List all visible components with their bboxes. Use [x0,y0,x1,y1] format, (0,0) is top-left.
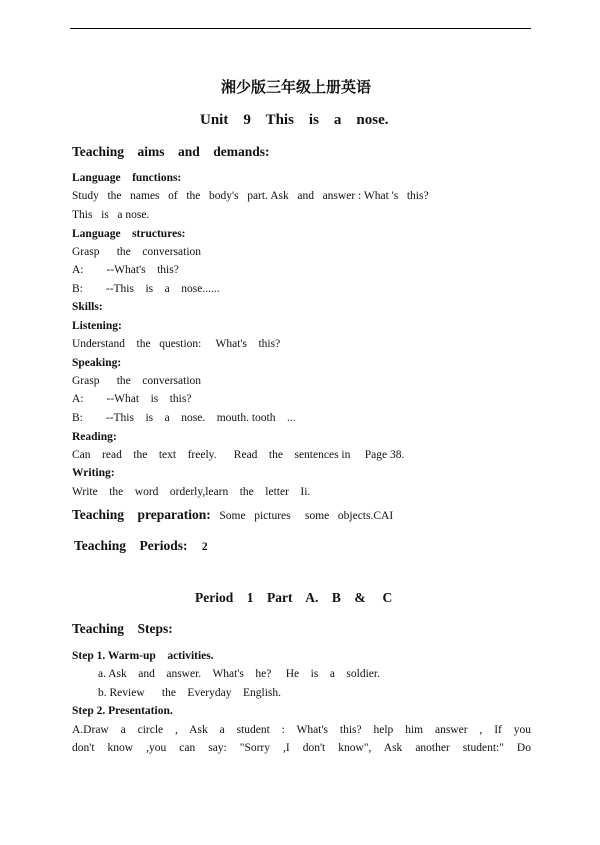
language-structures-line1: Grasp the conversation [72,246,202,258]
language-functions-label: Language functions: [72,172,182,184]
writing-line: Write the word orderly,learn the letter Ii. [72,486,311,498]
periods-value: 2 [201,541,208,553]
listening-line: Understand the question: What's this? [72,338,281,350]
period-title: Period 1 Part A. B & C [195,590,393,605]
steps-heading: Teaching Steps: [72,621,173,636]
preparation-row [72,507,393,523]
header-rule [70,28,531,29]
speaking-line1: Grasp the conversation [72,375,202,387]
unit-title: Unit 9 This is a nose. [200,112,389,128]
language-functions-line1: Study the names of the body's part. Ask and answer : What 's this? [72,190,429,202]
writing-label: Writing: [72,467,115,479]
step2-line1: A.Draw a circle , Ask a student : What's this? help him answer , If you [72,724,531,736]
speaking-label: Speaking: [72,357,122,369]
reading-label: Reading: [72,431,117,443]
step1-item-b: b. Review the Everyday English. [98,687,282,699]
speaking-line2: A: --What is this? [72,393,192,405]
step2-line2: don't know ,you can say: "Sorry ,I don't know", Ask another student:" Do [72,742,531,754]
preparation-label: Teaching preparation [72,507,207,522]
aims-heading: Teaching aims and demands: [72,144,270,159]
language-structures-line3: B: --This is a nose...... [72,283,220,295]
listening-label: Listening: [72,320,122,332]
periods-row [74,538,208,554]
step1-item-a: a. Ask and answer. What's he? He is a soldier. [98,668,380,680]
document-title-cn: 湘少版三年级上册英语 [221,78,372,96]
language-functions-line2: This is a nose. [72,209,150,221]
language-structures-line2: A: --What's this? [72,264,179,276]
step2-label: Step 2. Presentation. [72,705,173,717]
speaking-line3: B: --This is a nose. mouth. tooth ... [72,412,296,424]
language-structures-label: Language structures: [72,228,186,240]
preparation-colon: : [206,507,211,522]
skills-label: Skills: [72,301,103,313]
periods-label: Teaching Periods: [74,538,188,553]
step1-label: Step 1. Warm-up activities. [72,650,214,662]
reading-line: Can read the text freely. Read the sentences in Page 38. [72,449,405,461]
preparation-value: Some pictures some objects.CAI [219,510,394,522]
